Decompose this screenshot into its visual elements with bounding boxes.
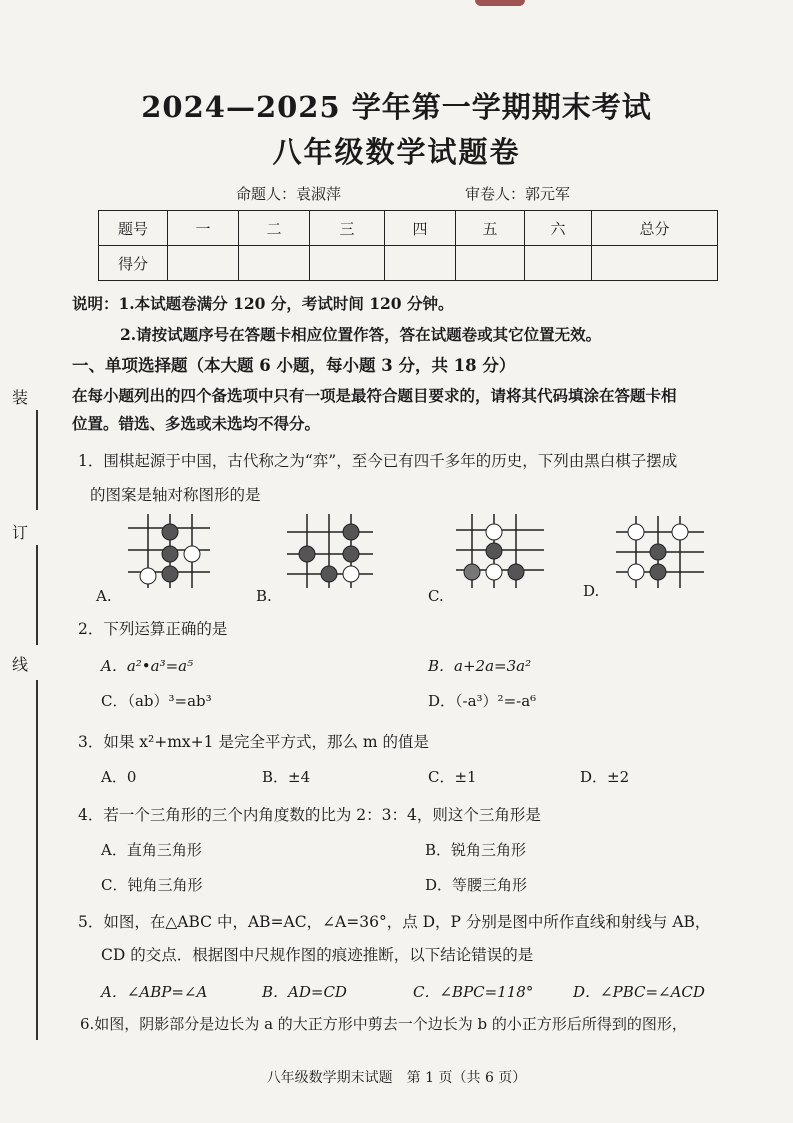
score-cell: 题号 xyxy=(99,211,168,246)
q5-option-d[interactable]: D．∠PBC=∠ACD xyxy=(573,983,705,1001)
q3-option-c[interactable]: C．±1 xyxy=(428,768,477,786)
q5-option-a[interactable]: A．∠ABP=∠A xyxy=(101,983,208,1001)
score-cell: 四 xyxy=(385,211,456,246)
go-board-b xyxy=(283,512,383,592)
score-cell: 六 xyxy=(525,211,592,246)
margin-line xyxy=(36,680,38,1040)
score-cell: 一 xyxy=(168,211,239,246)
q1-option-b[interactable]: B. xyxy=(256,587,272,605)
margin-char-xian: 线 xyxy=(12,655,29,674)
page-footer: 八年级数学期末试题 第 1 页（共 6 页） xyxy=(266,1070,527,1086)
q4-option-d[interactable]: D．等腰三角形 xyxy=(425,876,528,894)
q2-stem: 2．下列运算正确的是 xyxy=(78,620,228,638)
score-input-cell[interactable] xyxy=(385,246,456,281)
score-cell: 得分 xyxy=(99,246,168,281)
q4-option-b[interactable]: B．锐角三角形 xyxy=(425,841,527,859)
q2-option-a[interactable]: A．a²•a³=a⁵ xyxy=(101,657,194,675)
q4-option-c[interactable]: C．钝角三角形 xyxy=(101,876,203,894)
q5-option-b[interactable]: B．AD=CD xyxy=(262,983,347,1001)
q2-option-c[interactable]: C．（ab）³=ab³ xyxy=(101,692,212,710)
q1-option-a[interactable]: A. xyxy=(96,587,112,605)
note-1: 说明：1.本试题卷满分 120 分，考试时间 120 分钟。 xyxy=(72,294,454,313)
q6-text-1: 6.如图，阴影部分是边长为 a 的大正方形中剪去一个边长为 b 的小正方形后所得到的图形， xyxy=(80,1015,687,1033)
margin-char-ding: 订 xyxy=(12,523,29,542)
margin-char-zhuang: 装 xyxy=(12,388,29,407)
q3-option-a[interactable]: A．0 xyxy=(101,768,137,786)
q3-option-b[interactable]: B．±4 xyxy=(262,768,311,786)
score-table-score-row xyxy=(99,246,718,281)
q2-option-d[interactable]: D．（-a³）²=-a⁶ xyxy=(428,692,537,710)
q3-option-d[interactable]: D．±2 xyxy=(580,768,630,786)
go-board-a xyxy=(118,512,218,592)
q1-option-d[interactable]: D. xyxy=(583,582,600,600)
score-cell: 五 xyxy=(456,211,525,246)
note-2: 2.请按试题序号在答题卡相应位置作答，答在试题卷或其它位置无效。 xyxy=(120,325,602,344)
score-input-cell[interactable] xyxy=(456,246,525,281)
q5-option-c[interactable]: C．∠BPC=118° xyxy=(413,983,534,1001)
score-cell: 总分 xyxy=(592,211,718,246)
q4-option-a[interactable]: A．直角三角形 xyxy=(101,841,202,859)
q1-text-1: 1．围棋起源于中国，古代称之为“弈”，至今已有四千多年的历史，下列由黑白棋子摆成 xyxy=(78,452,678,470)
section-heading: 一、单项选择题（本大题 6 小题，每小题 3 分，共 18 分） xyxy=(72,356,516,375)
score-input-cell[interactable] xyxy=(310,246,385,281)
score-cell: 二 xyxy=(239,211,310,246)
q3-stem: 3．如果 x²+mx+1 是完全平方式，那么 m 的值是 xyxy=(78,733,429,751)
exam-title: 2024—2025 学年第一学期期末考试 xyxy=(141,90,652,124)
q5-text-2: CD 的交点．根据图中尺规作图的痕迹推断，以下结论错误的是 xyxy=(101,946,534,964)
author: 命题人：袁淑萍 xyxy=(236,185,342,203)
reviewer: 审卷人：郭元军 xyxy=(465,185,571,203)
margin-line xyxy=(36,545,38,645)
score-cell: 三 xyxy=(310,211,385,246)
q2-option-b[interactable]: B．a+2a=3a² xyxy=(428,657,532,675)
exam-subtitle: 八年级数学试题卷 xyxy=(272,135,521,169)
score-input-cell[interactable] xyxy=(525,246,592,281)
score-table xyxy=(98,210,718,281)
go-board-d xyxy=(612,512,712,592)
q4-stem: 4．若一个三角形的三个内角度数的比为 2：3：4，则这个三角形是 xyxy=(78,806,541,824)
section-intro-2: 位置。错选、多选或未选均不得分。 xyxy=(72,414,321,433)
q1-option-c[interactable]: C. xyxy=(428,587,444,605)
score-input-cell[interactable] xyxy=(168,246,239,281)
top-decoration xyxy=(475,0,525,6)
score-table-header-row xyxy=(99,211,718,246)
margin-line xyxy=(36,410,38,510)
go-board-c xyxy=(452,512,552,592)
q5-text-1: 5．如图，在△ABC 中，AB=AC，∠A=36°，点 D，P 分别是图中所作直线和射线与 AB， xyxy=(78,913,711,931)
q1-text-2: 的图案是轴对称图形的是 xyxy=(90,486,261,504)
score-input-cell[interactable] xyxy=(239,246,310,281)
section-intro-1: 在每小题列出的四个备选项中只有一项是最符合题目要求的，请将其代码填涂在答题卡相 xyxy=(72,386,677,405)
score-input-cell[interactable] xyxy=(592,246,718,281)
